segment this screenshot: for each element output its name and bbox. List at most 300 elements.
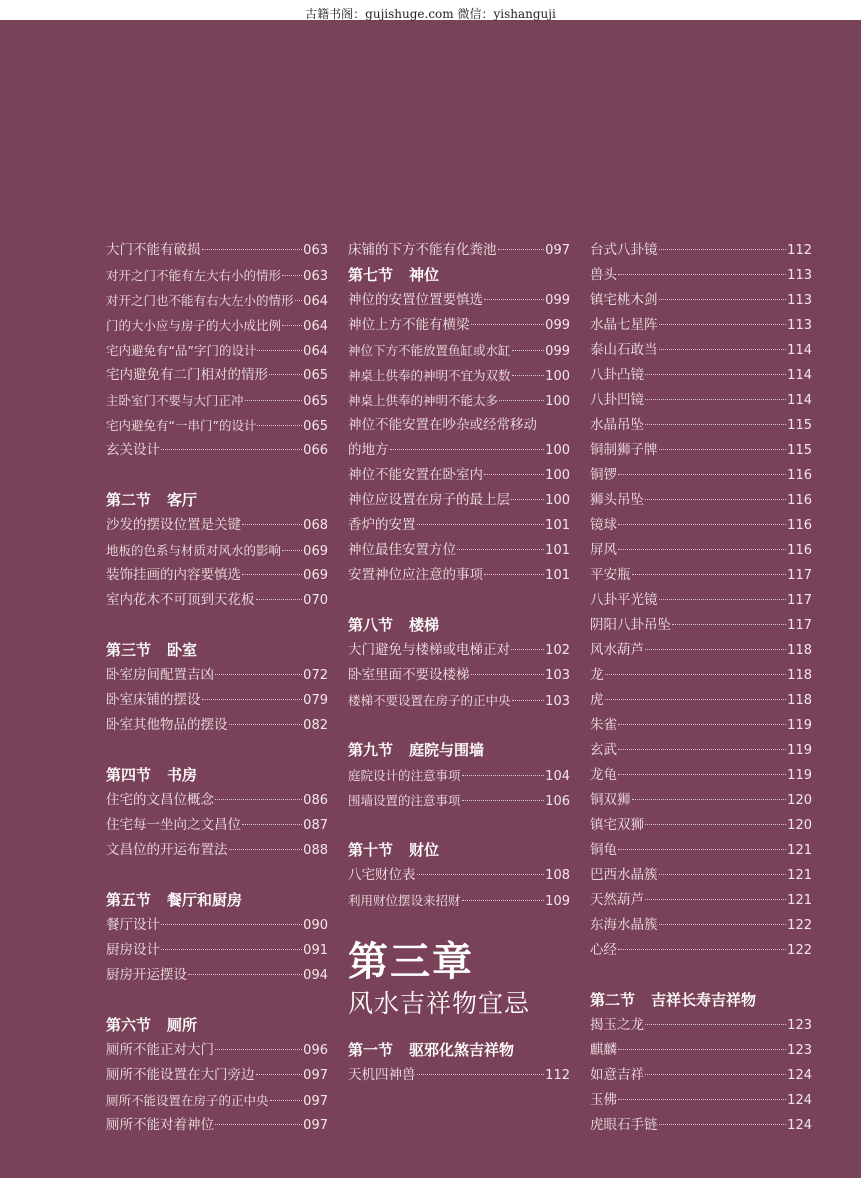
dot-leader <box>645 649 786 650</box>
section-heading <box>590 988 812 1013</box>
entry-title: 铜制狮子牌 <box>590 442 658 458</box>
watermark-bar <box>0 0 861 20</box>
toc-entry[interactable] <box>590 938 812 963</box>
dot-leader <box>269 374 302 375</box>
toc-entry[interactable] <box>348 438 570 463</box>
section-title: 厕所 <box>167 1016 198 1034</box>
toc-entry[interactable] <box>590 1013 812 1038</box>
entry-page-number: 090 <box>303 918 328 933</box>
entry-page-number: 086 <box>303 793 328 808</box>
entry-title: 龙龟 <box>590 767 617 783</box>
section-number: 第九节 <box>348 741 394 759</box>
dot-leader <box>484 574 544 575</box>
dot-leader <box>417 1074 545 1075</box>
dot-leader <box>618 474 786 475</box>
toc-entry[interactable] <box>590 788 812 813</box>
toc-entry[interactable] <box>348 363 570 388</box>
entry-title: 地板的色系与材质对风水的影响 <box>106 543 282 558</box>
toc-entry[interactable] <box>348 388 570 413</box>
entry-page-number: 103 <box>545 694 570 709</box>
dot-leader <box>282 550 302 551</box>
entry-title: 神桌上供奉的神明不能太多 <box>348 393 499 408</box>
dot-leader <box>512 375 545 376</box>
entry-page-number: 121 <box>787 843 812 858</box>
dot-leader <box>618 1049 786 1050</box>
entry-title: 东海水晶簇 <box>590 917 658 933</box>
toc-entry[interactable] <box>590 1038 812 1063</box>
entry-title: 神位不能安置在卧室内 <box>348 467 483 483</box>
dot-leader <box>645 399 786 400</box>
toc-entry[interactable] <box>590 1063 812 1088</box>
chapter-subtitle: 风水吉祥物宜忌 <box>348 989 531 1018</box>
toc-entry[interactable] <box>106 263 328 288</box>
entry-title: 大门不能有破损 <box>106 242 201 258</box>
entry-page-number: 117 <box>787 618 812 633</box>
entry-page-number: 106 <box>545 794 570 809</box>
dot-leader <box>618 549 786 550</box>
dot-leader <box>462 800 545 801</box>
entry-title: 镜球 <box>590 517 617 533</box>
entry-page-number: 100 <box>545 468 570 483</box>
dot-leader <box>512 350 545 351</box>
entry-page-number: 101 <box>545 518 570 533</box>
section-number: 第二节 <box>106 491 152 509</box>
toc-entry[interactable] <box>590 488 812 513</box>
toc-entry[interactable] <box>348 763 570 788</box>
entry-page-number: 063 <box>303 269 328 284</box>
entry-title: 安置神位应注意的事项 <box>348 567 483 583</box>
dot-leader <box>484 474 544 475</box>
toc-entry[interactable] <box>106 438 328 463</box>
dot-leader <box>659 874 787 875</box>
entry-page-number: 114 <box>787 343 812 358</box>
entry-page-number: 097 <box>545 243 570 258</box>
section-gap <box>348 588 570 613</box>
entry-title: 神位上方不能有横梁 <box>348 317 470 333</box>
dot-leader <box>659 449 787 450</box>
section-heading <box>348 838 570 863</box>
toc-entry[interactable] <box>348 888 570 913</box>
watermark-text: 古籍书阁：gujishuge.com 微信：yishanguji <box>305 7 556 21</box>
entry-title: 对开之门也不能有右大左小的情形 <box>106 293 294 308</box>
chapter-title: 第三章 <box>348 938 474 985</box>
toc-entry[interactable] <box>348 538 570 563</box>
toc-entry[interactable] <box>348 688 570 713</box>
entry-page-number: 122 <box>787 943 812 958</box>
dot-leader <box>659 324 787 325</box>
toc-entry[interactable] <box>106 363 328 388</box>
entry-title: 揭玉之龙 <box>590 1017 644 1033</box>
dot-leader <box>659 924 787 925</box>
dot-leader <box>618 1099 786 1100</box>
toc-entry[interactable] <box>590 563 812 588</box>
dot-leader <box>295 300 303 301</box>
toc-entry[interactable] <box>590 813 812 838</box>
entry-page-number: 096 <box>303 1043 328 1058</box>
entry-title: 朱雀 <box>590 717 617 733</box>
entry-title: 兽头 <box>590 267 617 283</box>
entry-title: 沙发的摆设位置是关键 <box>106 517 241 533</box>
toc-entry[interactable] <box>590 413 812 438</box>
toc-entry[interactable] <box>348 238 570 263</box>
entry-title: 住宅每一坐向之文昌位 <box>106 817 241 833</box>
entry-title: 阴阳八卦吊坠 <box>590 617 671 633</box>
entry-page-number: 065 <box>303 394 328 409</box>
section-gap <box>106 463 328 488</box>
dot-leader <box>605 699 787 700</box>
entry-title: 神桌上供奉的神明不宜为双数 <box>348 368 511 383</box>
dot-leader <box>512 700 545 701</box>
toc-entry[interactable] <box>590 688 812 713</box>
entry-page-number: 091 <box>303 943 328 958</box>
entry-title: 装饰挂画的内容要慎选 <box>106 567 241 583</box>
entry-title: 平安瓶 <box>590 567 631 583</box>
entry-page-number: 063 <box>303 243 328 258</box>
toc-entry[interactable] <box>106 338 328 363</box>
toc-entry[interactable] <box>348 288 570 313</box>
toc-entry[interactable] <box>106 413 328 438</box>
entry-title: 厕所不能对着神位 <box>106 1117 214 1133</box>
dot-leader <box>645 899 786 900</box>
toc-entry[interactable] <box>590 363 812 388</box>
section-gap <box>106 613 328 638</box>
dot-leader <box>618 274 786 275</box>
dot-leader <box>282 275 302 276</box>
section-number: 第十节 <box>348 841 394 859</box>
entry-title: 宅内避免有二门相对的情形 <box>106 367 268 383</box>
entry-title: 龙 <box>590 667 604 683</box>
entry-page-number: 099 <box>545 318 570 333</box>
entry-page-number: 097 <box>303 1118 328 1133</box>
toc-entry[interactable] <box>590 613 812 638</box>
toc-entry[interactable] <box>348 638 570 663</box>
toc-entry[interactable] <box>590 513 812 538</box>
dot-leader <box>645 824 786 825</box>
dot-leader <box>498 249 545 250</box>
toc-entry[interactable] <box>348 863 570 888</box>
entry-title: 水晶七星阵 <box>590 317 658 333</box>
toc-entry[interactable] <box>348 563 570 588</box>
entry-page-number: 065 <box>303 368 328 383</box>
section-heading <box>106 1013 328 1038</box>
section-title: 书房 <box>167 766 198 784</box>
dot-leader <box>242 574 302 575</box>
entry-page-number: 101 <box>545 568 570 583</box>
toc-entry[interactable] <box>348 463 570 488</box>
toc-entry[interactable] <box>590 238 812 263</box>
toc-entry[interactable] <box>590 288 812 313</box>
toc-entry-line <box>348 413 570 438</box>
toc-entry[interactable] <box>590 538 812 563</box>
entry-title: 大门避免与楼梯或电梯正对 <box>348 642 510 658</box>
entry-page-number: 117 <box>787 568 812 583</box>
toc-column-3 <box>590 238 812 1138</box>
entry-title: 室内花木不可顶到天花板 <box>106 592 255 608</box>
entry-page-number: 100 <box>545 443 570 458</box>
toc-entry[interactable] <box>590 388 812 413</box>
entry-page-number: 064 <box>303 294 328 309</box>
entry-title: 台式八卦镜 <box>590 242 658 258</box>
entry-page-number: 087 <box>303 818 328 833</box>
toc-entry[interactable] <box>106 838 328 863</box>
toc-entry[interactable] <box>348 663 570 688</box>
entry-page-number: 079 <box>303 693 328 708</box>
entry-page-number: 118 <box>787 643 812 658</box>
entry-title: 围墙设置的注意事项 <box>348 793 461 808</box>
entry-page-number: 097 <box>303 1094 328 1109</box>
toc-entry[interactable] <box>590 663 812 688</box>
toc-entry[interactable] <box>348 488 570 513</box>
entry-page-number: 099 <box>545 344 570 359</box>
entry-page-number: 115 <box>787 443 812 458</box>
entry-title: 卧室床铺的摆设 <box>106 692 201 708</box>
toc-entry[interactable] <box>106 388 328 413</box>
dot-leader <box>632 574 787 575</box>
entry-page-number: 068 <box>303 518 328 533</box>
toc-entry[interactable] <box>106 938 328 963</box>
entry-title: 心经 <box>590 942 617 958</box>
dot-leader <box>462 900 545 901</box>
entry-page-number: 118 <box>787 668 812 683</box>
toc-entry[interactable] <box>106 913 328 938</box>
dot-leader <box>511 649 544 650</box>
entry-page-number: 119 <box>787 743 812 758</box>
toc-entry[interactable] <box>106 788 328 813</box>
section-title: 驱邪化煞吉祥物 <box>409 1041 515 1059</box>
section-gap <box>106 863 328 888</box>
toc-entry[interactable] <box>106 713 328 738</box>
dot-leader <box>645 424 786 425</box>
section-heading <box>106 888 328 913</box>
toc-entry[interactable] <box>106 663 328 688</box>
entry-page-number: 064 <box>303 344 328 359</box>
dot-leader <box>499 400 544 401</box>
toc-entry[interactable] <box>106 538 328 563</box>
toc-entry[interactable] <box>106 563 328 588</box>
entry-title: 住宅的文昌位概念 <box>106 792 214 808</box>
dot-leader <box>471 674 545 675</box>
entry-title: 卧室房间配置吉凶 <box>106 667 214 683</box>
entry-page-number: 117 <box>787 593 812 608</box>
toc-entry[interactable] <box>106 588 328 613</box>
toc-entry[interactable] <box>590 638 812 663</box>
dot-leader <box>462 775 545 776</box>
entry-title: 屏风 <box>590 542 617 558</box>
toc-entry[interactable] <box>106 288 328 313</box>
toc-entry[interactable] <box>590 313 812 338</box>
entry-page-number: 101 <box>545 543 570 558</box>
dot-leader <box>632 799 787 800</box>
section-title: 卧室 <box>167 641 198 659</box>
dot-leader <box>390 449 545 450</box>
entry-page-number: 069 <box>303 568 328 583</box>
entry-page-number: 123 <box>787 1043 812 1058</box>
entry-page-number: 121 <box>787 868 812 883</box>
dot-leader <box>618 774 786 775</box>
section-title: 庭院与围墙 <box>409 741 485 759</box>
toc-entry[interactable] <box>348 338 570 363</box>
dot-leader <box>161 449 302 450</box>
entry-title: 床铺的下方不能有化粪池 <box>348 242 497 258</box>
entry-title: 狮头吊坠 <box>590 492 644 508</box>
toc-entry[interactable] <box>590 713 812 738</box>
dot-leader <box>245 400 303 401</box>
toc-entry[interactable] <box>106 313 328 338</box>
entry-title: 虎眼石手链 <box>590 1117 658 1133</box>
dot-leader <box>511 499 544 500</box>
dot-leader <box>645 1074 786 1075</box>
toc-entry[interactable] <box>590 438 812 463</box>
entry-page-number: 072 <box>303 668 328 683</box>
entry-title: 玄关设计 <box>106 442 160 458</box>
toc-entry[interactable] <box>106 688 328 713</box>
entry-title: 厕所不能正对大门 <box>106 1042 214 1058</box>
section-heading <box>106 638 328 663</box>
toc-entry[interactable] <box>590 263 812 288</box>
entry-page-number: 116 <box>787 493 812 508</box>
entry-page-number: 094 <box>303 968 328 983</box>
entry-page-number: 115 <box>787 418 812 433</box>
entry-page-number: 104 <box>545 769 570 784</box>
dot-leader <box>605 674 787 675</box>
section-heading <box>348 1038 570 1063</box>
entry-title: 神位不能安置在吵杂或经常移动 <box>348 417 537 433</box>
entry-page-number: 082 <box>303 718 328 733</box>
entry-title: 铜龟 <box>590 842 617 858</box>
entry-title: 镇宅双狮 <box>590 817 644 833</box>
entry-title: 的地方 <box>348 442 389 458</box>
entry-page-number: 116 <box>787 468 812 483</box>
entry-title: 厨房设计 <box>106 942 160 958</box>
toc-entry[interactable] <box>590 913 812 938</box>
toc-column-2 <box>348 238 570 1088</box>
entry-title: 庭院设计的注意事项 <box>348 768 461 783</box>
toc-entry[interactable] <box>348 788 570 813</box>
toc-entry[interactable] <box>348 513 570 538</box>
toc-entry[interactable] <box>590 338 812 363</box>
entry-title: 厨房开运摆设 <box>106 967 187 983</box>
dot-leader <box>256 599 303 600</box>
toc-entry[interactable] <box>590 763 812 788</box>
dot-leader <box>659 299 787 300</box>
entry-page-number: 123 <box>787 1018 812 1033</box>
section-heading <box>348 263 570 288</box>
entry-title: 铜锣 <box>590 467 617 483</box>
section-heading <box>106 488 328 513</box>
section-title: 财位 <box>409 841 440 859</box>
dot-leader <box>161 924 302 925</box>
entry-title: 楼梯不要设置在房子的正中央 <box>348 693 511 708</box>
toc-entry[interactable] <box>590 1088 812 1113</box>
entry-page-number: 112 <box>787 243 812 258</box>
toc-entry[interactable] <box>106 1088 328 1113</box>
dot-leader <box>471 324 545 325</box>
entry-page-number: 116 <box>787 543 812 558</box>
section-number: 第六节 <box>106 1016 152 1034</box>
entry-title: 八卦凸镜 <box>590 367 644 383</box>
section-gap <box>106 738 328 763</box>
toc-entry[interactable] <box>590 863 812 888</box>
entry-page-number: 112 <box>545 1068 570 1083</box>
entry-title: 虎 <box>590 692 604 708</box>
dot-leader <box>257 425 302 426</box>
toc-entry[interactable] <box>590 888 812 913</box>
section-number: 第三节 <box>106 641 152 659</box>
entry-page-number: 124 <box>787 1118 812 1133</box>
dot-leader <box>672 624 786 625</box>
dot-leader <box>659 349 787 350</box>
section-number: 第二节 <box>590 991 636 1009</box>
dot-leader <box>242 824 302 825</box>
entry-title: 对开之门不能有左大右小的情形 <box>106 268 282 283</box>
entry-title: 八卦平光镜 <box>590 592 658 608</box>
section-gap <box>590 963 812 988</box>
entry-title: 利用财位摆设来招财 <box>348 893 461 908</box>
section-heading <box>348 613 570 638</box>
toc-entry[interactable] <box>106 813 328 838</box>
entry-page-number: 064 <box>303 319 328 334</box>
dot-leader <box>202 699 303 700</box>
section-number: 第一节 <box>348 1041 394 1059</box>
entry-title: 巴西水晶簇 <box>590 867 658 883</box>
dot-leader <box>188 974 302 975</box>
dot-leader <box>457 549 544 550</box>
toc-entry[interactable] <box>590 588 812 613</box>
dot-leader <box>242 524 302 525</box>
toc-entry[interactable] <box>106 1063 328 1088</box>
entry-title: 厕所不能设置在房子的正中央 <box>106 1093 269 1108</box>
entry-page-number: 113 <box>787 268 812 283</box>
dot-leader <box>618 724 786 725</box>
entry-page-number: 066 <box>303 443 328 458</box>
toc-entry[interactable] <box>348 313 570 338</box>
toc-entry[interactable] <box>106 1113 328 1138</box>
toc-entry[interactable] <box>590 838 812 863</box>
toc-entry[interactable] <box>106 963 328 988</box>
toc-entry[interactable] <box>348 1063 570 1088</box>
toc-column-1 <box>106 238 328 1138</box>
entry-title: 玄武 <box>590 742 617 758</box>
entry-page-number: 119 <box>787 768 812 783</box>
entry-page-number: 119 <box>787 718 812 733</box>
section-heading <box>348 738 570 763</box>
toc-entry[interactable] <box>106 513 328 538</box>
section-gap <box>348 713 570 738</box>
toc-entry[interactable] <box>590 463 812 488</box>
toc-entry[interactable] <box>106 238 328 263</box>
entry-title: 神位的安置位置要慎选 <box>348 292 483 308</box>
dot-leader <box>417 524 545 525</box>
entry-page-number: 113 <box>787 293 812 308</box>
entry-page-number: 100 <box>545 493 570 508</box>
entry-title: 风水葫芦 <box>590 642 644 658</box>
dot-leader <box>645 1024 786 1025</box>
toc-entry[interactable] <box>106 1038 328 1063</box>
entry-title: 厕所不能设置在大门旁边 <box>106 1067 255 1083</box>
entry-title: 卧室其他物品的摆设 <box>106 717 228 733</box>
dot-leader <box>270 1100 303 1101</box>
dot-leader <box>484 299 544 300</box>
entry-page-number: 097 <box>303 1068 328 1083</box>
dot-leader <box>215 1049 302 1050</box>
toc-entry[interactable] <box>590 1113 812 1138</box>
entry-page-number: 070 <box>303 593 328 608</box>
section-title: 楼梯 <box>409 616 440 634</box>
entry-title: 天然葫芦 <box>590 892 644 908</box>
dot-leader <box>659 249 787 250</box>
dot-leader <box>215 674 302 675</box>
toc-entry[interactable] <box>590 738 812 763</box>
